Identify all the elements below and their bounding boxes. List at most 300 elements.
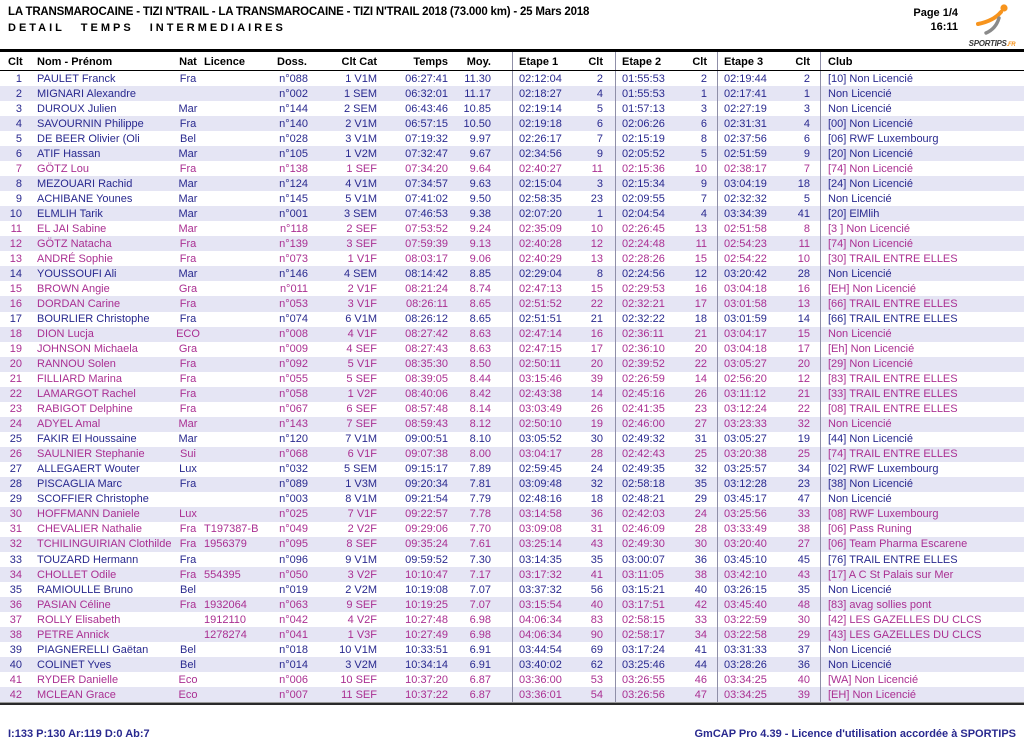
result-row [0, 552, 1024, 567]
stage3-rank: 47 [797, 493, 810, 506]
club: Non Licencié [820, 582, 1018, 597]
bottom-rule [0, 702, 1024, 705]
stage2-rank: 42 [694, 598, 707, 611]
stage3-time: 03:45:17 [717, 492, 770, 507]
club: [00] Non Licencié [820, 116, 1018, 131]
stage3-time: 02:37:56 [717, 131, 770, 146]
bib-number: n°089 [279, 478, 308, 491]
stage1-rank: 31 [590, 523, 603, 536]
rank: 8 [15, 177, 22, 190]
total-time: 09:59:52 [405, 553, 448, 566]
result-row [0, 372, 1024, 387]
stage2-rank: 12 [694, 267, 707, 280]
bib-number: n°019 [279, 583, 308, 596]
stage3-time: 02:56:20 [717, 372, 770, 387]
bib-number: n°032 [279, 463, 308, 476]
licence: T197387-B [204, 523, 259, 536]
rank: 25 [9, 433, 22, 446]
stage2-time: 02:24:48 [615, 236, 668, 251]
category-rank: 4 V1F [347, 328, 377, 341]
stage3-time: 03:20:42 [717, 266, 770, 281]
rank: 38 [9, 628, 22, 641]
nationality: Fra [179, 598, 197, 611]
stage2-time: 03:17:51 [615, 597, 668, 612]
runner-name: DORDAN Carine [37, 297, 121, 310]
category-rank: 2 V2M [345, 583, 377, 596]
stage1-rank: 30 [590, 433, 603, 446]
rank: 27 [9, 463, 22, 476]
licence [200, 657, 268, 672]
club: Non Licencié [820, 266, 1018, 281]
stage1-time: 03:17:32 [512, 567, 566, 582]
stage1-rank: 69 [590, 643, 603, 656]
club: [29] Non Licencié [820, 357, 1018, 372]
bib-number: n°095 [279, 538, 308, 551]
nationality: Mar [178, 192, 198, 205]
stage2-time: 02:28:26 [615, 251, 668, 266]
stage2-time: 01:55:53 [615, 86, 668, 101]
total-time: 06:27:41 [405, 72, 448, 85]
category-rank: 2 V1M [345, 117, 377, 130]
nationality: Fra [179, 358, 197, 371]
runner-name: RANNOU Solen [37, 358, 116, 371]
stage2-time: 02:06:26 [615, 116, 668, 131]
stage2-time: 03:25:46 [615, 657, 668, 672]
licence [200, 342, 268, 357]
category-rank: 1 V2M [345, 147, 377, 160]
stage1-time: 02:35:09 [512, 221, 566, 236]
stage2-time: 02:46:09 [615, 522, 668, 537]
software-credit: GmCAP Pro 4.39 - Licence d'utilisation accordée à SPORTIPS [694, 728, 1016, 740]
total-time: 08:14:42 [405, 267, 448, 280]
stage1-rank: 62 [590, 658, 603, 671]
runner-name: DION Lucja [37, 328, 94, 341]
nationality: Mar [178, 207, 198, 220]
stage3-time: 03:34:25 [717, 672, 770, 687]
stage1-time: 02:18:27 [512, 86, 566, 101]
rank: 37 [9, 613, 22, 626]
result-row [0, 432, 1024, 447]
stage3-time: 03:01:59 [717, 312, 770, 327]
total-time: 07:34:57 [405, 177, 448, 190]
category-rank: 11 SEF [341, 688, 377, 701]
col-header-nat: Nat [179, 56, 197, 68]
runner-name: ELMLIH Tarik [37, 207, 103, 220]
stage2-time: 02:45:16 [615, 387, 668, 402]
bib-number: n°025 [279, 508, 308, 521]
licence [200, 672, 268, 687]
total-time: 08:35:30 [405, 358, 448, 371]
rank: 7 [15, 162, 22, 175]
stage1-time: 03:03:49 [512, 402, 566, 417]
stage3-rank: 22 [797, 403, 810, 416]
result-row [0, 357, 1024, 372]
licence [200, 86, 268, 101]
stage1-time: 02:26:17 [512, 131, 566, 146]
stage1-rank: 18 [590, 493, 603, 506]
bib-number: n°068 [279, 448, 308, 461]
stage3-rank: 20 [797, 358, 810, 371]
licence [200, 236, 268, 251]
result-row [0, 131, 1024, 146]
bib-number: n°049 [279, 523, 308, 536]
stage3-time: 02:32:32 [717, 191, 770, 206]
stage2-rank: 15 [694, 252, 707, 265]
club: Non Licencié [820, 417, 1018, 432]
stage1-rank: 21 [590, 313, 603, 326]
category-rank: 9 SEF [346, 598, 377, 611]
rank: 41 [9, 673, 22, 686]
bib-number: n°088 [279, 72, 308, 85]
club: [EH] Non Licencié [820, 687, 1018, 702]
stage1-rank: 9 [596, 147, 603, 160]
nationality: Fra [179, 297, 197, 310]
total-time: 07:32:47 [405, 147, 448, 160]
stage1-time: 02:51:51 [512, 312, 566, 327]
stage2-rank: 32 [694, 463, 707, 476]
category-rank: 5 V1F [347, 358, 377, 371]
avg-speed: 7.89 [469, 463, 491, 476]
stage1-rank: 35 [590, 553, 603, 566]
total-time: 08:27:43 [405, 343, 448, 356]
rank: 39 [9, 643, 22, 656]
stage2-time: 02:58:15 [615, 612, 668, 627]
result-row [0, 477, 1024, 492]
runner-name: PASIAN Céline [37, 598, 111, 611]
nationality [176, 492, 200, 507]
stage3-rank: 17 [797, 343, 810, 356]
avg-speed: 7.17 [469, 568, 491, 581]
licence: 554395 [204, 568, 241, 581]
licence [200, 582, 268, 597]
stage2-time: 02:48:21 [615, 492, 668, 507]
club: [44] Non Licencié [820, 432, 1018, 447]
club: [42] LES GAZELLES DU CLCS [820, 612, 1018, 627]
stage3-time: 03:45:40 [717, 597, 770, 612]
nationality: Fra [179, 162, 197, 175]
stage3-time: 03:31:33 [717, 642, 770, 657]
bib-number: n°144 [279, 102, 308, 115]
stage1-rank: 2 [596, 72, 603, 85]
total-time: 10:27:49 [405, 628, 448, 641]
result-row [0, 251, 1024, 266]
stage2-rank: 34 [694, 628, 707, 641]
licence [200, 507, 268, 522]
licence [200, 402, 268, 417]
stage2-rank: 26 [694, 388, 707, 401]
stage3-time: 03:33:49 [717, 522, 770, 537]
bib-number: n°008 [279, 328, 308, 341]
col-header-clt3: Clt [795, 56, 810, 68]
total-time: 08:40:06 [405, 388, 448, 401]
total-time: 08:21:24 [405, 282, 448, 295]
col-header-clt2: Clt [692, 56, 707, 68]
stage1-rank: 43 [590, 538, 603, 551]
rank: 20 [9, 358, 22, 371]
stage1-rank: 22 [590, 297, 603, 310]
stage1-time: 03:14:35 [512, 552, 566, 567]
bib-number: n°014 [279, 658, 308, 671]
runner-name: DE BEER Olivier (Oli [37, 132, 140, 145]
nationality [176, 627, 200, 642]
club: [83] TRAIL ENTRE ELLES [820, 372, 1018, 387]
avg-speed: 9.13 [469, 237, 491, 250]
stage2-rank: 11 [695, 237, 707, 250]
avg-speed: 7.70 [469, 523, 491, 536]
stage1-time: 02:59:45 [512, 462, 566, 477]
runner-name: SAULNIER Stephanie [37, 448, 145, 461]
stage2-time: 02:49:30 [615, 537, 668, 552]
licence [200, 432, 268, 447]
runner-name: JOHNSON Michaela [37, 343, 138, 356]
stage1-time: 03:36:01 [512, 687, 566, 702]
runner-name: MCLEAN Grace [37, 688, 116, 701]
bib-number: n°139 [279, 237, 308, 250]
stage3-rank: 18 [797, 177, 810, 190]
club: [74] TRAIL ENTRE ELLES [820, 447, 1018, 462]
page-meta [913, 6, 958, 34]
stage3-rank: 11 [798, 237, 810, 250]
licence [200, 161, 268, 176]
stage1-rank: 1 [596, 207, 603, 220]
nationality: Mar [178, 267, 198, 280]
stage2-time: 02:26:59 [615, 372, 668, 387]
avg-speed: 7.07 [469, 583, 491, 596]
stage2-rank: 22 [694, 358, 707, 371]
stage2-rank: 24 [694, 508, 707, 521]
result-row [0, 146, 1024, 161]
stage1-rank: 14 [590, 388, 603, 401]
category-rank: 6 V1F [347, 448, 377, 461]
stage3-rank: 2 [803, 72, 810, 85]
bib-number: n°145 [279, 192, 308, 205]
category-rank: 3 V1F [347, 297, 377, 310]
nationality: Fra [179, 237, 197, 250]
stage2-time: 02:41:35 [615, 402, 668, 417]
stage2-time: 03:00:07 [615, 552, 668, 567]
total-time: 10:33:51 [405, 643, 448, 656]
avg-speed: 11.30 [464, 72, 491, 85]
club: [74] Non Licencié [820, 161, 1018, 176]
runner-name: ANDRÉ Sophie [37, 252, 113, 265]
stage2-time: 01:55:53 [615, 71, 668, 86]
runner-name: RABIGOT Delphine [37, 403, 133, 416]
result-row [0, 657, 1024, 672]
runner-name: FAKIR El Houssaine [37, 433, 137, 446]
nationality: Fra [179, 538, 197, 551]
total-time: 07:34:20 [405, 162, 448, 175]
stage3-time: 02:54:22 [717, 251, 770, 266]
licence [200, 417, 268, 432]
stage1-rank: 20 [590, 358, 603, 371]
total-time: 08:26:12 [405, 313, 448, 326]
category-rank: 7 V1F [347, 508, 377, 521]
bib-number: n°041 [279, 628, 308, 641]
stage1-time: 03:40:02 [512, 657, 566, 672]
stage3-time: 03:12:28 [717, 477, 770, 492]
nationality: Fra [179, 117, 197, 130]
avg-speed: 8.42 [469, 388, 491, 401]
stage3-rank: 13 [797, 297, 810, 310]
stage2-rank: 4 [700, 207, 707, 220]
stage1-rank: 5 [596, 102, 603, 115]
bib-number: n°001 [279, 207, 308, 220]
category-rank: 10 V1M [339, 643, 377, 656]
stage1-rank: 39 [590, 373, 603, 386]
stage2-time: 02:58:17 [615, 627, 668, 642]
stage3-time: 03:22:58 [717, 627, 770, 642]
stage3-time: 03:23:33 [717, 417, 770, 432]
rank: 5 [15, 132, 22, 145]
stage1-rank: 26 [590, 403, 603, 416]
total-time: 09:35:24 [405, 538, 448, 551]
runner-name: ATIF Hassan [37, 147, 101, 160]
bib-number: n°124 [279, 177, 308, 190]
rank: 15 [9, 282, 22, 295]
runner-name: COLINET Yves [37, 658, 112, 671]
licence [200, 687, 268, 702]
rank: 31 [9, 523, 22, 536]
stage1-time: 03:25:14 [512, 537, 566, 552]
club: [66] TRAIL ENTRE ELLES [820, 312, 1018, 327]
stage3-time: 03:20:40 [717, 537, 770, 552]
stage1-time: 02:15:04 [512, 176, 566, 191]
stage2-time: 02:46:00 [615, 417, 668, 432]
stage3-time: 03:04:18 [717, 342, 770, 357]
nationality: Fra [179, 568, 197, 581]
col-header-etape2: Etape 2 [615, 52, 668, 70]
result-row [0, 296, 1024, 311]
stage3-time: 02:54:23 [717, 236, 770, 251]
stage1-time: 02:47:13 [512, 281, 566, 296]
bib-number: n°050 [279, 568, 308, 581]
total-time: 10:37:20 [405, 673, 448, 686]
category-rank: 6 V1M [345, 313, 377, 326]
rank: 32 [9, 538, 22, 551]
rank: 35 [9, 583, 22, 596]
runner-name: CHEVALIER Nathalie [37, 523, 142, 536]
licence [200, 492, 268, 507]
licence: 1956379 [204, 538, 247, 551]
stage1-rank: 3 [596, 177, 603, 190]
stage2-rank: 3 [700, 102, 707, 115]
licence [200, 357, 268, 372]
result-row [0, 582, 1024, 597]
stage1-time: 02:40:28 [512, 236, 566, 251]
stage1-rank: 23 [590, 192, 603, 205]
total-time: 07:53:52 [405, 222, 448, 235]
stage1-rank: 36 [590, 508, 603, 521]
avg-speed: 8.14 [469, 403, 491, 416]
stage2-rank: 21 [694, 328, 707, 341]
stage3-time: 03:12:24 [717, 402, 770, 417]
stage1-rank: 32 [590, 478, 603, 491]
total-time: 09:20:34 [405, 478, 448, 491]
stage2-rank: 6 [700, 117, 707, 130]
stage1-rank: 4 [596, 87, 603, 100]
club: [02] RWF Luxembourg [820, 462, 1018, 477]
club: [WA] Non Licencié [820, 672, 1018, 687]
stage3-rank: 45 [797, 553, 810, 566]
stage2-rank: 8 [700, 132, 707, 145]
col-header-name: Nom - Prénom [37, 56, 113, 68]
result-row [0, 687, 1024, 702]
nationality: Bel [180, 643, 196, 656]
avg-speed: 6.91 [469, 643, 491, 656]
col-header-etape1: Etape 1 [512, 52, 566, 70]
stage1-rank: 83 [590, 613, 603, 626]
stage1-rank: 11 [591, 162, 603, 175]
page-number: Page 1/4 [913, 7, 958, 19]
bib-number: n°055 [279, 373, 308, 386]
licence [200, 71, 268, 86]
total-time: 07:46:53 [405, 207, 448, 220]
rank: 1 [15, 72, 22, 85]
rank: 36 [9, 598, 22, 611]
licence [200, 312, 268, 327]
stage3-time: 03:26:15 [717, 582, 770, 597]
stage3-time: 02:27:19 [717, 101, 770, 116]
runner-name: MEZOUARI Rachid [37, 177, 133, 190]
runner-name: SAVOURNIN Philippe [37, 117, 144, 130]
club: [06] RWF Luxembourg [820, 131, 1018, 146]
result-row [0, 116, 1024, 131]
stage1-time: 02:19:18 [512, 116, 566, 131]
stage1-time: 03:09:08 [512, 522, 566, 537]
bib-number: n°042 [279, 613, 308, 626]
bib-number: n°138 [279, 162, 308, 175]
stage1-rank: 15 [590, 282, 603, 295]
result-row [0, 101, 1024, 116]
result-row [0, 492, 1024, 507]
avg-speed: 10.85 [463, 102, 491, 115]
category-rank: 1 V3M [345, 478, 377, 491]
bib-number: n°028 [279, 132, 308, 145]
licence [200, 191, 268, 206]
stage3-time: 03:34:25 [717, 687, 770, 702]
nationality: Mar [178, 222, 198, 235]
rank: 19 [9, 343, 22, 356]
category-rank: 4 V1M [345, 177, 377, 190]
result-row [0, 597, 1024, 612]
stage2-rank: 25 [694, 448, 707, 461]
stage1-time: 02:58:35 [512, 191, 566, 206]
stage2-time: 03:26:56 [615, 687, 668, 702]
category-rank: 4 V2F [347, 613, 377, 626]
runner-name: CHOLLET Odile [37, 568, 117, 581]
stage3-rank: 43 [797, 568, 810, 581]
stage2-rank: 36 [694, 553, 707, 566]
category-rank: 9 V1M [345, 553, 377, 566]
total-time: 07:59:39 [405, 237, 448, 250]
runner-name: ACHIBANE Younes [37, 192, 133, 205]
licence [200, 116, 268, 131]
stage1-rank: 54 [590, 688, 603, 701]
runner-name: BOURLIER Christophe [37, 313, 150, 326]
rank: 2 [15, 87, 22, 100]
column-header-row [0, 52, 1024, 70]
stage1-time: 02:48:16 [512, 492, 566, 507]
category-rank: 1 V3F [347, 628, 377, 641]
category-rank: 2 SEM [343, 102, 377, 115]
avg-speed: 8.10 [469, 433, 491, 446]
bib-number: n°143 [279, 418, 308, 431]
category-rank: 5 V1M [345, 192, 377, 205]
stage3-time: 02:51:59 [717, 146, 770, 161]
bib-number: n°092 [279, 358, 308, 371]
avg-speed: 9.50 [469, 192, 491, 205]
result-row [0, 537, 1024, 552]
